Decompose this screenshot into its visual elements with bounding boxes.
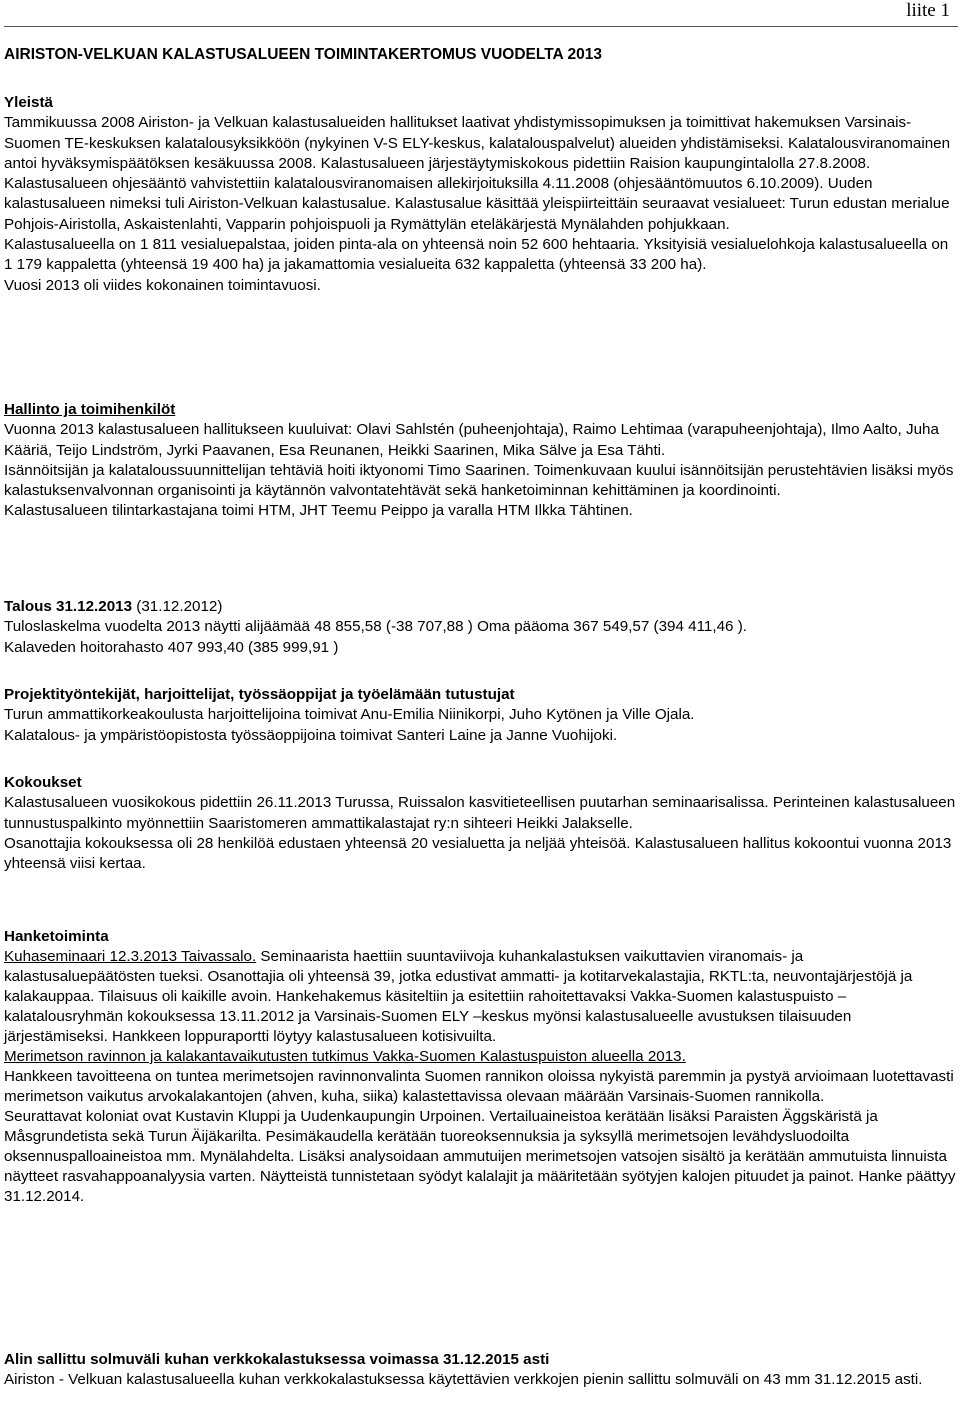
paragraph: Tuloslaskelma vuodelta 2013 näytti alijäämää 48 855,58 (-38 707,88 ) Oma pääoma 367 549,57 (394 411,46 ). — [4, 618, 747, 636]
section-hanke — [4, 927, 958, 1207]
section-heading — [4, 597, 958, 617]
document-title: AIRISTON-VELKUAN KALASTUSALUEEN TOIMINTAKERTOMUS VUODELTA 2013 — [4, 46, 602, 63]
paragraph: Kalastusalueella on 1 811 vesialuepalstaa, joiden pinta-ala on yhteensä noin 52 600 hehtaaria. Yksityisiä vesialuelohkoja kalastusalueella on 1 179 kappaletta (yhteensä 19 400 ha) ja jakamattomia vesialueita 632 kappaletta (yhteensä 33 200 ha). — [4, 236, 949, 274]
section-heading: Kokoukset — [4, 774, 82, 791]
section-heading: Hanketoiminta — [4, 928, 109, 945]
paragraph: Hankkeen tavoitteena on tuntea merimetsojen ravinnonvalinta Suomen rannikon oloissa nykyistä paremmin ja pystyä arvioimaan luotettavasti merimetson vaikutus arvokalakantojen (ahven, kuha, siika) kalastettavissa olevaan määrään Varsinais-Suomen rannikolla. — [4, 1068, 954, 1105]
paragraph: Isännöitsijän ja kalataloussuunnittelijan tehtäviä hoiti iktyonomi Timo Saarinen. Toimenkuvaan kuului isännöitsijän perustehtävien lisäksi myös kalastuksenvalvonnan organisointi ja käytännön valvontatehtävät sekä hanketoiminnan kehittäminen ja koordinointi. — [4, 461, 954, 500]
heading-rest: (31.12.2012) — [132, 598, 223, 615]
paragraph: Osanottajia kokouksessa oli 28 henkilöä edustaen yhteensä 20 vesialuetta ja neljää yhteisöä. Kalastusalueen hallitus kokoontui vuonna 2013 yhteensä viisi kertaa. — [4, 834, 952, 873]
section-solmuvali — [4, 1350, 958, 1391]
paragraph: Kalatalous- ja ympäristöopistosta työssäoppijoina toimivat Santeri Laine ja Janne Vuohijoki. — [4, 726, 618, 744]
paragraph: Kalastusalueen vuosikokous pidettiin 26.11.2013 Turussa, Ruissalon kasvitieteellisen puutarhan seminaarisalissa. Perinteinen kalastusalueen tunnustuspalkinto myönnettiin Saaristomeren ammattikalastajat ry:n sihteeri Heikki Jalakselle. — [4, 794, 956, 832]
section-heading: Yleistä — [4, 94, 53, 111]
section-heading: Projektityöntekijät, harjoittelijat, työssäoppijat ja työelämään tutustujat — [4, 686, 515, 703]
paragraph: Tammikuussa 2008 Airiston- ja Velkuan kalastusalueiden hallitukset laativat yhdistymissopimuksen ja toimittivat hakemuksen Varsinais-Suomen TE-keskuksen kalatalousyksikköön (nykyinen V-S ELY-keskus, kalatalouspalvelut) alueiden yhdistämiseksi. Kalatalousviranomainen antoi hyväksymispäätöksen kesäkuussa 2008. Kalastusalueen järjestäytymiskokous pidettiin Raision kaupungintalolla 27.8.2008. Kalastusalueen ohjesääntö vahvistettiin kalatalousviranomaisen allekirjoituksilla 4.11.2008 (ohjesääntömuutos 6.10.2009). Uuden kalastusalueen nimeksi tuli Airiston-Velkuan kalastusalue. Kalastusalue käsittää yleispiirteittäin seuraavat vesialueet: Turun edustan merialue Pohjois-Airistolla, Askaistenlahti, Vapparin pohjoispuoli ja Rymättylän eteläkärjestä Mynälahden pohjukkaan. — [4, 114, 951, 233]
paragraph: Turun ammattikorkeakoulusta harjoittelijoina toimivat Anu-Emilia Niinikorpi, Juho Kytönen ja Ville Ojala. — [4, 706, 695, 724]
header-rule — [4, 26, 958, 27]
section-yleista — [4, 93, 958, 296]
paragraph: Seurattavat koloniat ovat Kustavin Kluppi ja Uudenkaupungin Urpoinen. Vertailuaineistoa kerätään lisäksi Paraisten Äggskäristä ja Måsgrundetista sekä Turun Äijäkarilta. Pesimäkaudella kerätään tuoreoksennuksia ja syksyllä merimetsojen levähdysluodoilta oksennuspalloaineistoa mm. Mynälahdelta. Lisäksi analysoidaan ammutuijen merimetsojen vatsojen sisältö ja kerätään ammutuista linnuista näytteet rasvahappoanalyysia varten. Näytteistä tunnistetaan syödyt kalalajit ja määritetään syötyjen kalojen pituudet ja painot. Hanke päättyy 31.12.2014. — [4, 1108, 956, 1205]
section-heading: Hallinto ja toimihenkilöt — [4, 401, 176, 418]
study-title: Merimetson ravinnon ja kalakantavaikutusten tutkimus Vakka-Suomen Kalastuspuiston alueella 2013. — [4, 1048, 686, 1065]
section-hallinto — [4, 400, 958, 522]
paragraph: Vuosi 2013 oli viides kokonainen toimintavuosi. — [4, 276, 321, 294]
section-kokoukset — [4, 773, 958, 874]
seminar-text: Seminaarista haettiin suuntaviivoja kuhankalastuksen vaikuttavien viranomais- ja kalastusaluepäätösten tueksi. Osanottajia oli yhteensä 39, jotka edustivat ammatti- ja kotitarvekalastajia, RKTL:ta, neuvontajärjestöjä ja kalakauppaa. Tilaisuus oli kaikille avoin. Hankehakemus käsiteltiin ja esitettiin rahoitettavaksi Vakka-Suomen kalastuspuisto –kalatalousryhmän kokouksessa 13.11.2012 ja Varsinais-Suomen ELY –keskus myönsi kalastusalueelle avustuksen tilaisuuden järjestämiseksi. Hankkeen loppuraportti löytyy kalastusalueen kotisivuilta. — [4, 948, 913, 1045]
paragraph: Vuonna 2013 kalastusalueen hallitukseen kuuluivat: Olavi Sahlstén (puheenjohtaja), Raimo Lehtimaa (varapuheenjohtaja), Ilmo Aalto, Juha Kääriä, Teijo Lindström, Jyrki Paavanen, Esa Reunanen, Heikki Saarinen, Mika Sälve ja Esa Tähti. — [4, 421, 939, 459]
paragraph: Kalaveden hoitorahasto 407 993,40 (385 999,91 ) — [4, 638, 339, 656]
seminar-title: Kuhaseminaari 12.3.2013 Taivassalo. — [4, 948, 257, 965]
paragraph — [4, 947, 958, 1047]
section-talous — [4, 597, 958, 658]
section-projekti — [4, 685, 958, 746]
section-heading: Alin sallittu solmuväli kuhan verkkokalastuksessa voimassa 31.12.2015 asti — [4, 1351, 550, 1368]
paragraph: Airiston - Velkuan kalastusalueella kuhan verkkokalastuksessa käytettävien verkkojen pienin sallittu solmuväli on 43 mm 31.12.2015 asti. — [4, 1371, 923, 1389]
heading-bold: Talous 31.12.2013 — [4, 598, 133, 615]
paragraph: Kalastusalueen tilintarkastajana toimi HTM, JHT Teemu Peippo ja varalla HTM Ilkka Tähtinen. — [4, 502, 633, 520]
attachment-label: liite 1 — [906, 0, 950, 21]
